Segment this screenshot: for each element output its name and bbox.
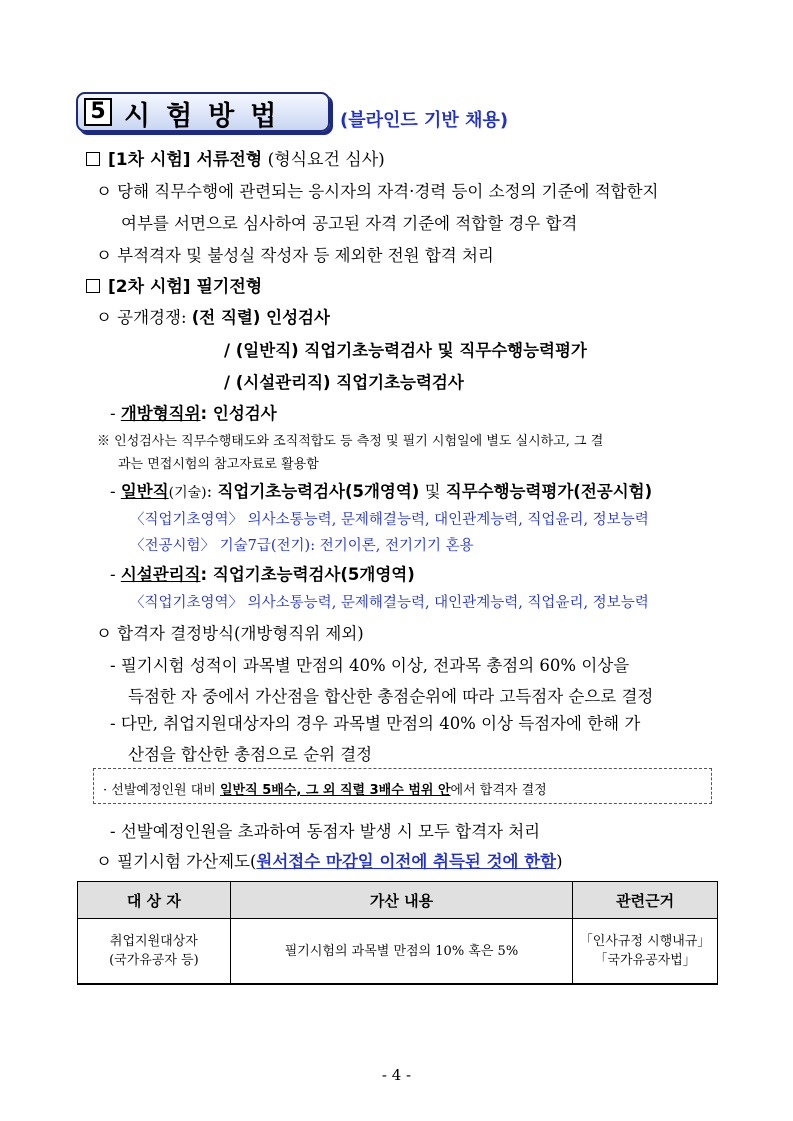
tie-rule: - 선발예정인원을 초과하여 동점자 발생 시 모두 합격자 처리 xyxy=(110,822,541,841)
section-subtitle: (블라인드 기반 채용) xyxy=(340,110,509,131)
table-row xyxy=(78,919,718,985)
stage1-item1-line1: ㅇ 당해 직무수행에 관련되는 응시자의 자격·경력 등이 소정의 기준에 적합한지 xyxy=(96,182,659,201)
note-line1: ※ 인성검사는 직무수행태도와 조직적합도 등 측정 및 필기 시험일에 별도 실시하고, 그 결 xyxy=(97,434,604,449)
bonus-heading: ㅇ 필기시험 가산제도(원서접수 마감일 이전에 취득된 것에 한함) xyxy=(96,852,563,871)
facility-track: - 시설관리직: 직업기초능력검사(5개영역) xyxy=(110,565,415,584)
decision2-line2: 산점을 합산한 총점으로 순위 결정 xyxy=(128,745,373,764)
stage1-item2: ㅇ 부적격자 및 불성실 작성자 등 제외한 전원 합격 처리 xyxy=(96,246,494,265)
decision1-line1: - 필기시험 성적이 과목별 만점의 40% 이상, 전과목 총점의 60% 이상을 xyxy=(110,656,630,675)
table-header-row xyxy=(78,882,718,919)
open-position: - 개방형직위: 인성검사 xyxy=(110,404,277,423)
page-number: - 4 - xyxy=(381,1066,412,1084)
basis-cell: 「인사규정 시행내규」 「국가유공자법」 xyxy=(573,919,718,985)
section-number: 5 xyxy=(84,98,112,126)
general-sub1: 〈직업기초영역〉 의사소통능력, 문제해결능력, 대인관계능력, 직업윤리, 정보능력 xyxy=(130,512,649,528)
decision2-line1: - 다만, 취업지원대상자의 경우 과목별 만점의 40% 이상 득점자에 한해 가 xyxy=(110,714,641,733)
column-header: 관련근거 xyxy=(573,882,718,919)
checkbox-square-icon xyxy=(86,152,100,166)
open-competition-line3: / (시설관리직) 직업기초능력검사 xyxy=(224,373,464,392)
facility-sub: 〈직업기초영역〉 의사소통능력, 문제해결능력, 대인관계능력, 직업윤리, 정보능력 xyxy=(130,595,649,611)
stage1-item1-line2: 여부를 서면으로 심사하여 공고된 자격 기준에 적합할 경우 합격 xyxy=(121,214,578,233)
decision-heading: ㅇ 합격자 결정방식(개방형직위 제외) xyxy=(96,624,364,643)
column-header: 가산 내용 xyxy=(230,882,572,919)
decision1-line2: 득점한 자 중에서 가산점을 합산한 총점순위에 따라 고득점자 순으로 결정 xyxy=(128,687,654,706)
bonus-table xyxy=(77,881,718,985)
section-title-badge xyxy=(76,92,330,132)
column-header: 대 상 자 xyxy=(78,882,231,919)
stage1-heading: [1차 시험] 서류전형 (형식요건 심사) xyxy=(86,145,385,170)
notice-text: · 선발예정인원 대비 일반직 5배수, 그 외 직렬 3배수 범위 안에서 합격자 결정 xyxy=(103,783,547,798)
note-line2: 과는 면접시험의 참고자료로 활용함 xyxy=(118,457,319,472)
section-title: 시험방법 xyxy=(124,101,293,132)
general-track: - 일반직(기술): 직업기초능력검사(5개영역) 및 직무수행능력평가(전공시험) xyxy=(110,482,653,501)
stage2-heading: [2차 시험] 필기전형 xyxy=(86,272,262,297)
open-competition-line2: / (일반직) 직업기초능력검사 및 직무수행능력평가 xyxy=(224,341,587,360)
open-competition: ㅇ 공개경쟁: (전 직렬) 인성검사 xyxy=(96,308,330,327)
target-cell: 취업지원대상자 (국가유공자 등) xyxy=(78,919,231,985)
general-sub2: 〈전공시험〉 기술7급(전기): 전기이론, 전기기기 혼용 xyxy=(130,538,474,554)
content-cell: 필기시험의 과목별 만점의 10% 혹은 5% xyxy=(230,919,572,985)
checkbox-square-icon xyxy=(86,279,100,293)
